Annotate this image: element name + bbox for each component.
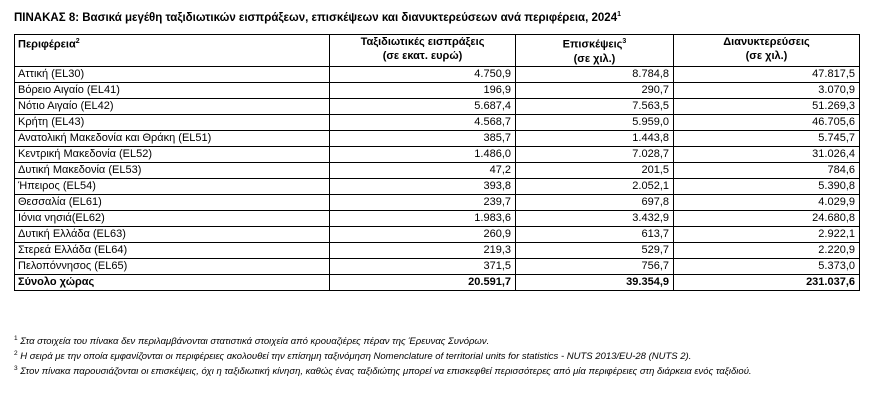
receipts-cell: 1.486,0: [330, 146, 516, 162]
total-nights: 231.037,6: [674, 274, 860, 290]
nights-cell: 784,6: [674, 162, 860, 178]
visits-cell: 529,7: [516, 242, 674, 258]
column-header-visits: Επισκέψεις$^3$ (σε χιλ.): [516, 35, 674, 67]
column-header-region: Περιφέρεια$^2$: [15, 35, 330, 67]
footnote-3: $^3$ Στον πίνακα παρουσιάζονται οι επισκέψεις, όχι η ταξιδιωτική κίνηση, καθώς ένας ταξιδιώτης μπορεί να επισκεφθεί περισσότερες από μία περιφέρειες στη διάρκεια ενός ταξιδιού.: [14, 365, 752, 378]
visits-cell: 8.784,8: [516, 66, 674, 82]
nights-cell: 4.029,9: [674, 194, 860, 210]
table-row: [15, 226, 860, 242]
region-cell: Κεντρική Μακεδονία (EL52): [15, 146, 330, 162]
region-cell: Θεσσαλία (EL61): [15, 194, 330, 210]
nights-cell: 3.070,9: [674, 82, 860, 98]
table-row: [15, 146, 860, 162]
region-cell: Κρήτη (EL43): [15, 114, 330, 130]
nights-cell: 5.745,7: [674, 130, 860, 146]
column-header-nights: Διανυκτερεύσεις (σε χιλ.): [674, 35, 860, 67]
visits-cell: 5.959,0: [516, 114, 674, 130]
table-row: [15, 130, 860, 146]
receipts-cell: 47,2: [330, 162, 516, 178]
nights-cell: 2.220,9: [674, 242, 860, 258]
region-cell: Ιόνια νησιά(EL62): [15, 210, 330, 226]
region-cell: Ανατολική Μακεδονία και Θράκη (EL51): [15, 130, 330, 146]
table-row: [15, 194, 860, 210]
footnote-2: $^2$ Η σειρά με την οποία εμφανίζονται οι περιφέρειες ακολουθεί την επίσημη ταξινόμηση Nomenclature of territorial units for statistics - NUTS 2013/EU-28 (NUTS 2).: [14, 350, 692, 363]
nights-cell: 5.390,8: [674, 178, 860, 194]
footnote-1: $^1$ Στα στοιχεία του πίνακα δεν περιλαμβάνονται στατιστικά στοιχεία από κρουαζιέρες πέραν της Έρευνας Συνόρων.: [14, 335, 490, 348]
receipts-cell: 393,8: [330, 178, 516, 194]
table-title: [14, 11, 621, 24]
visits-cell: 7.563,5: [516, 98, 674, 114]
table-row: [15, 98, 860, 114]
visits-cell: 756,7: [516, 258, 674, 274]
receipts-cell: 1.983,6: [330, 210, 516, 226]
visits-cell: 613,7: [516, 226, 674, 242]
visits-cell: 1.443,8: [516, 130, 674, 146]
nights-cell: 51.269,3: [674, 98, 860, 114]
receipts-cell: 4.750,9: [330, 66, 516, 82]
receipts-cell: 4.568,7: [330, 114, 516, 130]
receipts-cell: 239,7: [330, 194, 516, 210]
table-row: [15, 178, 860, 194]
region-cell: Νότιο Αιγαίο (EL42): [15, 98, 330, 114]
visits-cell: 290,7: [516, 82, 674, 98]
nights-cell: 46.705,6: [674, 114, 860, 130]
visits-cell: 3.432,9: [516, 210, 674, 226]
total-receipts: 20.591,7: [330, 274, 516, 290]
receipts-cell: 260,9: [330, 226, 516, 242]
region-cell: Δυτική Ελλάδα (EL63): [15, 226, 330, 242]
table-row: [15, 242, 860, 258]
table-row: [15, 258, 860, 274]
receipts-cell: 219,3: [330, 242, 516, 258]
region-cell: Βόρειο Αιγαίο (EL41): [15, 82, 330, 98]
nights-cell: 24.680,8: [674, 210, 860, 226]
table-row: [15, 82, 860, 98]
region-cell: Αττική (EL30): [15, 66, 330, 82]
nights-cell: 47.817,5: [674, 66, 860, 82]
table-row: [15, 114, 860, 130]
footnotes: [14, 333, 864, 378]
table-title-footnote-mark: 1: [617, 11, 621, 18]
nights-cell: 31.026,4: [674, 146, 860, 162]
total-label: Σύνολο χώρας: [15, 274, 330, 290]
total-row: [15, 274, 860, 290]
region-cell: Πελοπόννησος (EL65): [15, 258, 330, 274]
receipts-cell: 385,7: [330, 130, 516, 146]
visits-cell: 201,5: [516, 162, 674, 178]
table-row: [15, 66, 860, 82]
regional-tourism-table: [14, 34, 860, 291]
header-row: [15, 35, 860, 67]
visits-cell: 7.028,7: [516, 146, 674, 162]
table-row: [15, 210, 860, 226]
receipts-cell: 5.687,4: [330, 98, 516, 114]
nights-cell: 2.922,1: [674, 226, 860, 242]
receipts-cell: 196,9: [330, 82, 516, 98]
visits-cell: 697,8: [516, 194, 674, 210]
region-cell: Ήπειρος (EL54): [15, 178, 330, 194]
receipts-cell: 371,5: [330, 258, 516, 274]
table-title-text: ΠΙΝΑΚΑΣ 8: Βασικά μεγέθη ταξιδιωτικών εισπράξεων, επισκέψεων και διανυκτερεύσεων ανά περιφέρεια, 2024: [14, 11, 618, 24]
nights-cell: 5.373,0: [674, 258, 860, 274]
total-visits: 39.354,9: [516, 274, 674, 290]
column-header-receipts: Ταξιδιωτικές εισπράξεις (σε εκατ. ευρώ): [330, 35, 516, 67]
region-cell: Στερεά Ελλάδα (EL64): [15, 242, 330, 258]
table-row: [15, 162, 860, 178]
region-cell: Δυτική Μακεδονία (EL53): [15, 162, 330, 178]
table-body: [15, 66, 860, 290]
visits-cell: 2.052,1: [516, 178, 674, 194]
